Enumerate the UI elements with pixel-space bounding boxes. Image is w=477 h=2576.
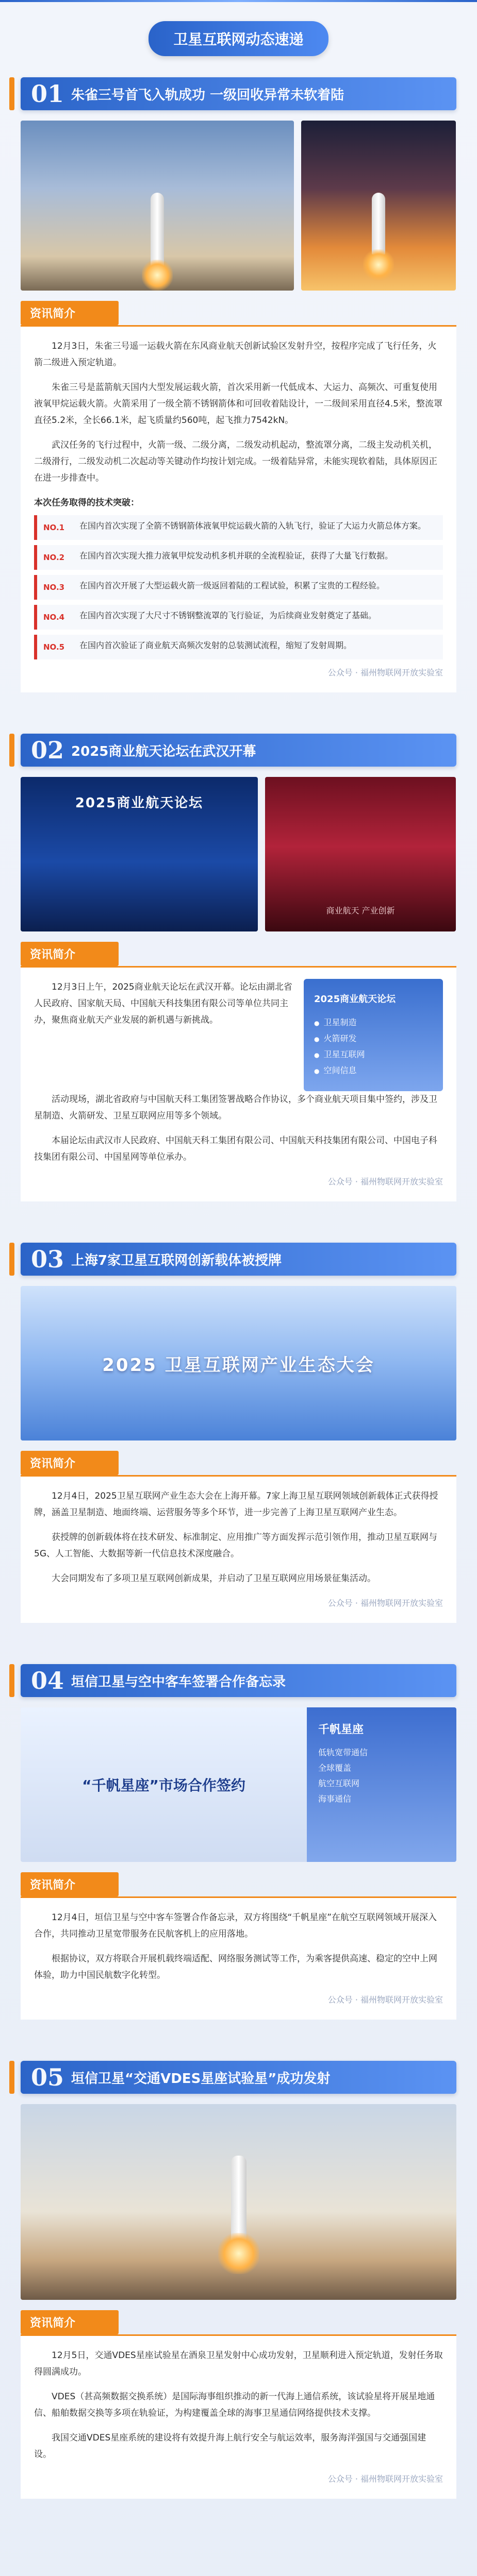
header (0, 0, 477, 77)
watermark: 公众号 · 福州物联网开放实验室 (327, 1177, 443, 1187)
section-05 (21, 2061, 456, 2499)
section-04 (21, 1664, 456, 2020)
card-list (314, 1015, 433, 1079)
forum-card (304, 979, 443, 1091)
rocket-icon (231, 2156, 246, 2243)
paragraph: 12月5日，交通VDES星座试验星在酒泉卫星发射中心成功发射，卫星顺利进入预定轨道，发射任务取得圆满成功。 (34, 2350, 443, 2377)
section-title: 2025商业航天论坛在武汉开幕 (71, 743, 256, 759)
watermark: 公众号 · 福州物联网开放实验室 (327, 668, 443, 677)
item-text: 在国内首次实现大推力液氧甲烷发动机多机并联的全流程验证，获得了大量飞行数据。 (79, 551, 393, 561)
card-list (318, 1745, 445, 1807)
article-body (21, 966, 456, 1201)
breakthrough-item (34, 545, 443, 570)
article-body (21, 1475, 456, 1623)
intro-label: 资讯简介 (21, 942, 119, 966)
subheading: 本次任务取得的技术突破： (34, 498, 139, 508)
conference-photo (21, 1286, 456, 1440)
section-title-bar (21, 1243, 456, 1276)
item-label: NO.4 (43, 613, 65, 622)
forum-signing-photo (265, 777, 456, 931)
constellation-card (307, 1707, 456, 1862)
section-title: 垣信卫星与空中客车签署合作备忘录 (71, 1674, 286, 1690)
section-accent (9, 734, 14, 767)
breakthrough-item (34, 605, 443, 630)
section-title-bar (21, 2061, 456, 2094)
item-text: 在国内首次验证了商业航天高频次发射的总装测试流程，缩短了发射周期。 (79, 640, 352, 650)
article-body (21, 1896, 456, 2020)
card-title: 千帆星座 (318, 1723, 364, 1736)
two-column (34, 979, 443, 1091)
section-number: 03 (31, 1245, 64, 1273)
intro-label: 资讯简介 (21, 1872, 119, 1896)
item-label: NO.3 (43, 583, 65, 592)
intro-label: 资讯简介 (21, 301, 119, 325)
column-text (34, 979, 293, 1091)
paragraph: 本届论坛由武汉市人民政府、中国航天科工集团有限公司、中国航天科技集团有限公司、中国电子科技集团有限公司、中国星网等单位承办。 (34, 1136, 437, 1162)
paragraph: 根据协议，双方将联合开展机载终端适配、网络服务测试等工作，为乘客提供高速、稳定的空中上网体验，助力中国民航数字化转型。 (34, 1954, 437, 1980)
section-number: 02 (31, 736, 64, 764)
rocket-icon (151, 193, 164, 270)
card-item: 海事通信 (318, 1794, 352, 1804)
section-title: 上海7家卫星互联网创新载体被授牌 (71, 1252, 282, 1268)
rocket-icon (372, 193, 385, 255)
forum-banner: 2025商业航天论坛 (75, 795, 204, 811)
section-title: 垣信卫星“交通VDES星座试验星”成功发射 (71, 2071, 331, 2087)
satellite-launch-photo (21, 2104, 456, 2300)
section-number: 04 (31, 1667, 64, 1694)
section-title-bar (21, 77, 456, 110)
signing-photo (21, 1707, 456, 1862)
section-title-bar (21, 734, 456, 767)
item-text: 在国内首次实现了大尺寸不锈钢整流罩的飞行验证，为后续商业发射奠定了基础。 (79, 611, 377, 620)
section-02 (21, 734, 456, 1201)
item-label: NO.2 (43, 553, 65, 562)
card-item: 低轨宽带通信 (318, 1748, 368, 1757)
section-accent (9, 2061, 14, 2094)
signing-banner: “千帆星座”市场合作签约 (82, 1777, 245, 1794)
article-body (21, 2334, 456, 2499)
item-label: NO.5 (43, 642, 65, 652)
paragraph: 12月4日，2025卫星互联网产业生态大会在上海开幕。7家上海卫星互联网领域创新载体正式获得授牌，涵盖卫星制造、地面终端、运营服务等多个环节，进一步完善了上海卫星互联网产业生态。 (34, 1491, 438, 1518)
paragraph: 12月3日，朱雀三号遥一运载火箭在东风商业航天创新试验区发射升空，按程序完成了飞行任务，火箭二级进入预定轨道。 (34, 341, 437, 368)
paragraph: VDES（甚高频数据交换系统）是国际海事组织推动的新一代海上通信系统，该试验星将开展星地通信、船舶数据交换等多项在轨验证，为构建覆盖全球的海事卫星通信网络提供技术支撑。 (34, 2392, 435, 2418)
conference-banner: 2025 卫星互联网产业生态大会 (102, 1354, 375, 1376)
article-body (21, 325, 456, 692)
section-accent (9, 1243, 14, 1276)
section-number: 05 (31, 2063, 64, 2091)
flame-icon (363, 249, 394, 280)
page-title: 卫星互联网动态速递 (149, 21, 328, 56)
flame-icon (142, 260, 173, 291)
intro-label: 资讯简介 (21, 2310, 119, 2334)
card-item: ● 卫星互联网 (314, 1047, 433, 1063)
paragraph: 武汉任务的飞行过程中，火箭一级、二级分离，二级发动机起动，整流罩分离，二级主发动机关机，二级滑行，二级发动机二次起动等关键动作均按计划完成。一级着陆异常，未能实现软着陆，具体原因正在进一步排查中。 (34, 440, 437, 483)
section-title: 朱雀三号首飞入轨成功 一级回收异常未软着陆 (71, 87, 344, 103)
paragraph: 我国交通VDES星座系统的建设将有效提升海上航行安全与航运效率，服务海洋强国与交通强国建设。 (34, 2433, 426, 2460)
card-title: 2025商业航天论坛 (314, 994, 396, 1005)
paragraph: 朱雀三号是蓝箭航天国内大型发展运载火箭，首次采用新一代低成本、大运力、高频次、可重复使用液氧甲烷运载火箭。火箭采用了一级全箭不锈钢箭体和可回收着陆设计，一二级间采用直径4.5米，整流罩直径5.2米，全长66.1米，起飞质量约560吨，起飞推力7542kN。 (34, 382, 443, 426)
item-text: 在国内首次实现了全箭不锈钢箭体液氧甲烷运载火箭的入轨飞行，验证了大运力火箭总体方案。 (79, 521, 426, 531)
breakthrough-item (34, 575, 443, 600)
section-01 (21, 77, 456, 692)
paragraph: 12月3日上午，2025商业航天论坛在武汉开幕。论坛由湖北省人民政府、国家航天局、中国航天科技集团有限公司等单位共同主办，聚焦商业航天产业发展的新机遇与新挑战。 (34, 982, 292, 1025)
image-row (21, 121, 456, 291)
item-text: 在国内首次开展了大型运载火箭一级返回着陆的工程试验，积累了宝贵的工程经验。 (79, 581, 385, 590)
image-row (21, 777, 456, 931)
watermark: 公众号 · 福州物联网开放实验室 (327, 1995, 443, 2005)
card-item: 航空互联网 (318, 1778, 360, 1788)
watermark: 公众号 · 福州物联网开放实验室 (327, 1598, 443, 1608)
card-item: 全球覆盖 (318, 1763, 352, 1773)
rocket-launch-photo (21, 121, 294, 291)
paragraph: 获授牌的创新载体将在技术研发、标准制定、应用推广等方面发挥示范引领作用，推动卫星互联网与5G、人工智能、大数据等新一代信息技术深度融合。 (34, 1532, 437, 1559)
breakthrough-item (34, 635, 443, 659)
signing-stage (21, 1707, 307, 1862)
paragraph: 12月4日，垣信卫星与空中客车签署合作备忘录，双方将围绕“千帆星座”在航空互联网领域开展深入合作，共同推动卫星宽带服务在民航客机上的应用落地。 (34, 1912, 437, 1939)
watermark: 公众号 · 福州物联网开放实验室 (327, 2474, 443, 2484)
section-accent (9, 77, 14, 110)
flame-icon (218, 2233, 259, 2274)
signing-banner: 商业航天 产业创新 (326, 906, 395, 916)
section-03 (21, 1243, 456, 1623)
section-title-bar (21, 1664, 456, 1697)
section-accent (9, 1664, 14, 1697)
paragraph: 活动现场，湖北省政府与中国航天科工集团签署战略合作协议，多个商业航天项目集中签约，涉及卫星制造、火箭研发、卫星互联网应用等多个领域。 (34, 1094, 437, 1121)
forum-stage-photo (21, 777, 258, 931)
item-label: NO.1 (43, 523, 65, 532)
rocket-night-photo (301, 121, 456, 291)
paragraph: 大会同期发布了多项卫星互联网创新成果，并启动了卫星互联网应用场景征集活动。 (52, 1573, 376, 1584)
card-item: ● 火箭研发 (314, 1031, 433, 1047)
card-item: ● 卫星制造 (314, 1015, 433, 1031)
breakthrough-item (34, 515, 443, 540)
section-number: 01 (31, 80, 64, 108)
intro-label: 资讯简介 (21, 1451, 119, 1475)
card-item: ● 空间信息 (314, 1063, 433, 1079)
